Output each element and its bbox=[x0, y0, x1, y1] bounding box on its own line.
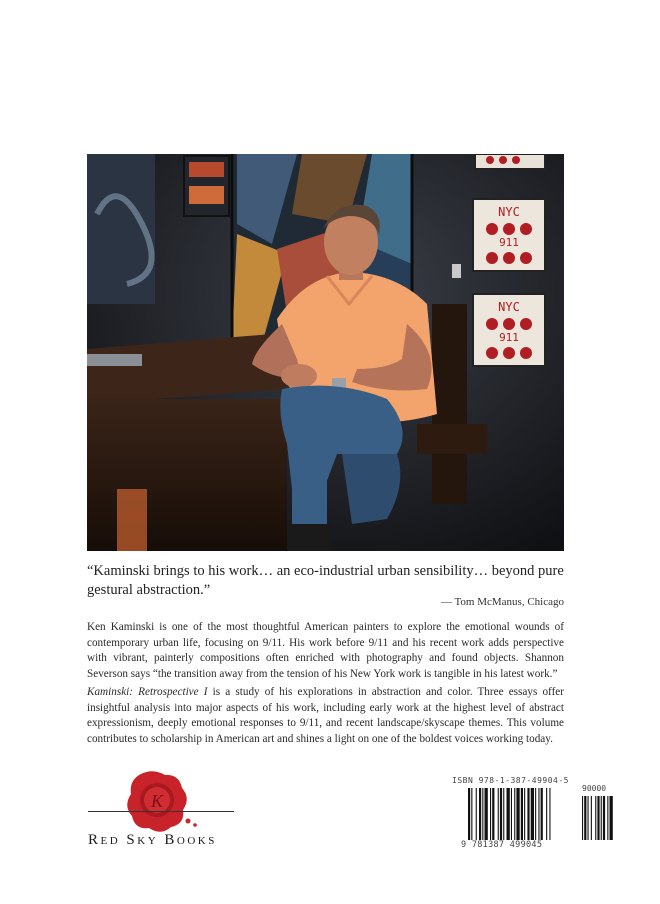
description-paragraph-1: Ken Kaminski is one of the most thoughtful American painters to explore the emotional wounds of contemporary urban life, focusing on 9/11. His work before 9/11 and his recent work adds perspective with vibrant, painterly compositions often enriched with photography and found objects. Shannon Severson says “the transition away from the tension of his New York work is tangible in his latest work.” bbox=[87, 621, 564, 680]
isbn-label: ISBN 978-1-387-49904-5 bbox=[452, 776, 569, 785]
description-paragraph-2-body: is a study of his explorations in abstraction and color. Three essays offer insightful analysis into major aspects of his work, including early work at the highest level of abstract expressionism, deeply emotional responses to 9/11, and recent landscape/skyscape themes. This volume contributes to scholarship in American art and shines a light on one of the boldest voices working today. bbox=[87, 686, 564, 745]
art-nyc-text-2: NYC bbox=[498, 300, 520, 314]
publisher-name: Red Sky Books bbox=[88, 832, 217, 848]
review-quote bbox=[87, 562, 564, 600]
publisher-divider bbox=[88, 811, 234, 812]
price-code: 90000 bbox=[582, 784, 607, 793]
art-nyc-text-1: NYC bbox=[498, 205, 520, 219]
art-911-text-2: 911 bbox=[499, 331, 519, 344]
author-portrait-photo bbox=[87, 154, 564, 551]
quote-text: “Kaminski brings to his work… an eco-industrial urban sensibility… beyond pure gestural abstraction.” bbox=[87, 563, 564, 598]
seal-letter: K bbox=[150, 791, 164, 811]
quote-attribution: — Tom McManus, Chicago bbox=[440, 596, 564, 608]
art-911-text-1: 911 bbox=[499, 236, 519, 249]
description-paragraph-2 bbox=[87, 685, 564, 747]
book-title-italic: Kaminski: Retrospective I bbox=[87, 686, 208, 698]
ean-digits: 9 781387 499045 bbox=[461, 840, 543, 850]
